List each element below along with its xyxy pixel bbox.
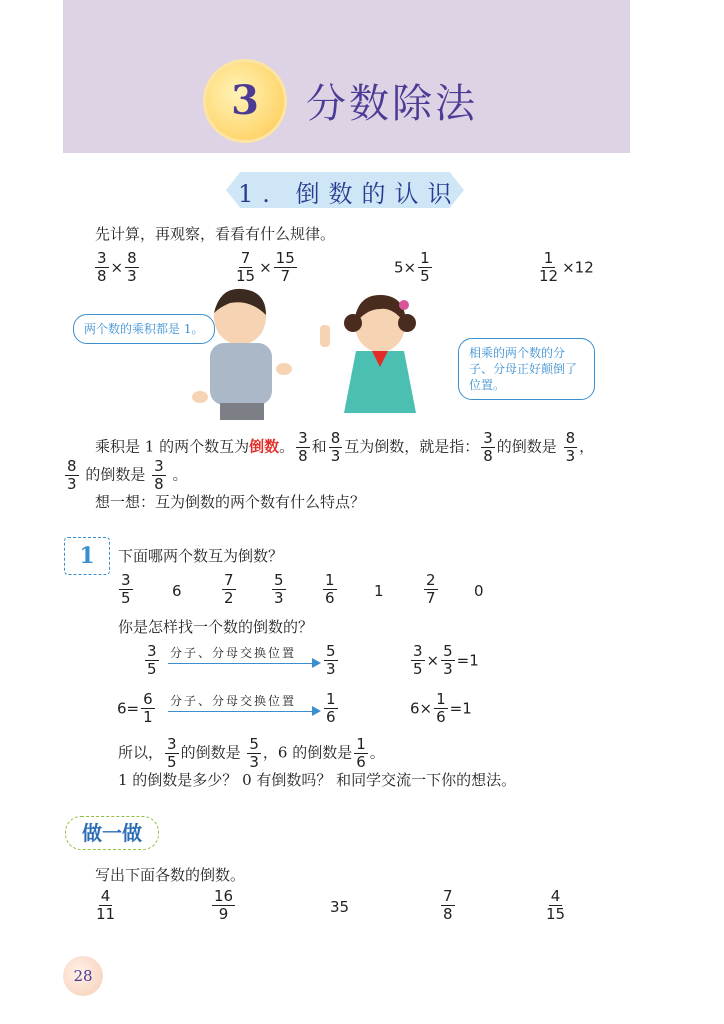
example-question: 下面哪两个数互为倒数？ (118, 547, 284, 565)
product-1: $\frac{3}{8}$ × $\frac{8}{3}$ (97, 249, 137, 285)
example-badge: 1 (64, 537, 110, 575)
example-numbers: $\frac{3}{5}$ 6 $\frac{7}{2}$ $\frac{5}{3}$ $\frac{1}{6}$ 1 $\frac{2}{7}$ 0 (121, 571, 484, 607)
product-2: $\frac{7}{15}$ × $\frac{15}{7}$ (236, 249, 295, 285)
arrow-label-1: 分子、分母交换位置 (170, 646, 297, 660)
children-illustration (180, 285, 460, 420)
try-it-instruction: 写出下面各数的倒数。 (95, 866, 246, 884)
product-4: $\frac{1}{12}$ ×12 (539, 249, 594, 285)
boy-figure (192, 289, 292, 420)
reciprocal-row-1-result: $\frac{5}{3}$ (326, 642, 336, 678)
page-number: 28 (63, 956, 103, 996)
product-3: 5× $\frac{1}{5}$ (394, 249, 430, 285)
example-conclusion: 所以， $\frac{3}{5}$ 的倒数是 $\frac{5}{3}$ ，6 的倒数是 $\frac{1}{6}$ 。 (118, 735, 385, 771)
think-text: 想一想：互为倒数的两个数有什么特点？ (95, 493, 366, 511)
girl-figure (320, 295, 416, 413)
check-row-1: $\frac{3}{5}$ × $\frac{5}{3}$ =1 (413, 642, 479, 678)
arrow-1-line (168, 663, 313, 664)
definition-line-2: $\frac{8}{3}$ 的倒数是 $\frac{3}{8}$ 。 (67, 457, 188, 493)
arrow-2-line (168, 711, 313, 712)
speech-bubble-left: 两个数的乘积都是 1。 (73, 314, 215, 344)
unit-title: 分数除法 (306, 81, 478, 127)
lesson-title: 1. 倒数的认识 (238, 180, 461, 208)
reciprocal-row-2-result: $\frac{1}{6}$ (326, 690, 336, 726)
reciprocal-row-2: 6= $\frac{6}{1}$ (117, 690, 153, 726)
speech-bubble-right: 相乘的两个数的分子、分母正好颠倒了位置。 (458, 338, 595, 400)
arrow-1-head (312, 658, 321, 668)
example-how: 你是怎样找一个数的倒数的？ (118, 618, 314, 636)
arrow-2-head (312, 706, 321, 716)
definition-line-1: 乘积是 1 的两个数互为倒数。 $\frac{3}{8}$ 和 $\frac{8}{3}$ 互为倒数，就是指： $\frac{3}{8}$ 的倒数是 $\frac{8}{3}$ ， (95, 429, 595, 465)
example-question-2: 1 的倒数是多少？ 0 有倒数吗？ 和同学交流一下你的想法。 (118, 771, 517, 789)
check-row-2: 6× $\frac{1}{6}$ =1 (410, 690, 472, 726)
keyword-reciprocal: 倒数 (249, 437, 280, 456)
reciprocal-row-1: $\frac{3}{5}$ (147, 642, 157, 678)
arrow-label-2: 分子、分母交换位置 (170, 694, 297, 708)
intro-text: 先计算，再观察，看看有什么规律。 (95, 225, 336, 243)
try-it-badge: 做一做 (65, 816, 159, 850)
try-it-numbers: $\frac{4}{11}$ $\frac{16}{9}$ 35 $\frac{7}{8}$ $\frac{4}{15}$ (96, 887, 566, 923)
unit-number-badge: 3 (206, 62, 284, 140)
